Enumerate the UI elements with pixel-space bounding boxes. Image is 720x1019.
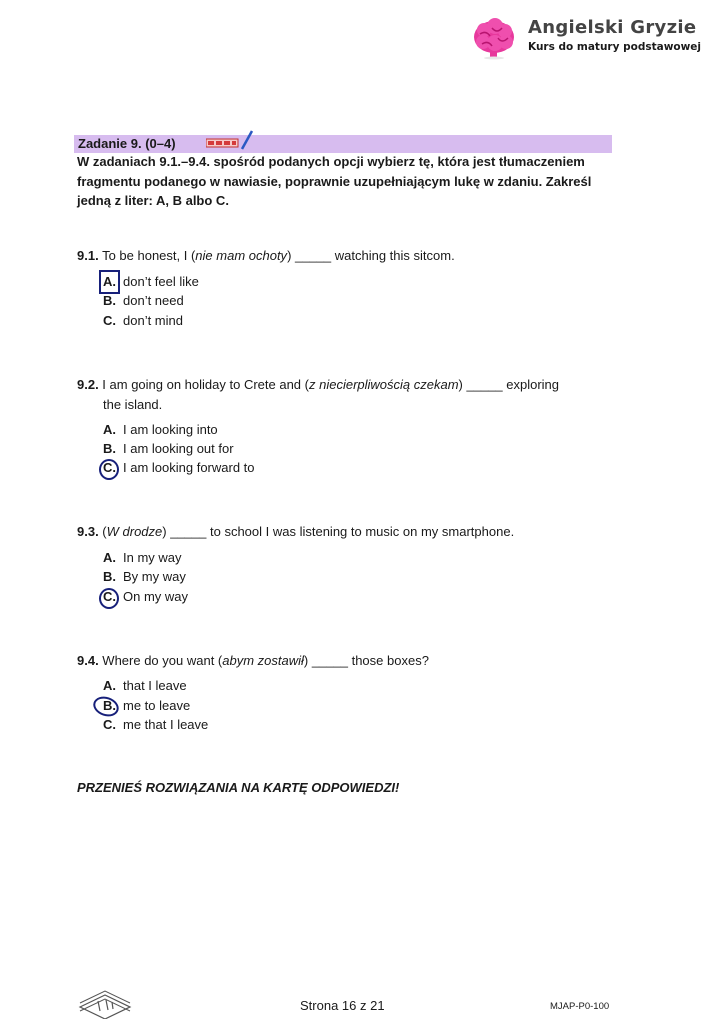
option-text: that I leave xyxy=(123,678,187,693)
task-instruction: W zadaniach 9.1.–9.4. spośród podanych opcji wybierz tę, która jest tłumaczeniem fragmentu podanego w nawiasie, poprawnie uzupełniającym lukę w zdaniu. Zakreśl jedną z liter: A, B albo C. xyxy=(77,154,592,208)
question-text-before: ( xyxy=(98,524,107,539)
question-number: 9.2. xyxy=(77,377,99,392)
option-letter: B. xyxy=(103,293,116,308)
question-number: 9.4. xyxy=(77,653,99,668)
option-letter: A. xyxy=(103,678,116,693)
cke-logo-icon xyxy=(76,989,134,1019)
task-header xyxy=(74,135,612,153)
question-hint: abym zostawił xyxy=(222,653,304,668)
option-9-4-c[interactable] xyxy=(103,715,208,735)
option-9-2-a[interactable] xyxy=(103,420,218,440)
option-letter: B. xyxy=(103,698,116,713)
option-letter: C. xyxy=(103,717,116,732)
option-text: On my way xyxy=(123,589,189,604)
option-9-2-c[interactable] xyxy=(103,458,255,478)
option-text: don’t need xyxy=(123,293,184,308)
question-number: 9.3. xyxy=(77,524,99,539)
question-9-1 xyxy=(77,246,607,266)
task-title: Zadanie 9. (0–4) xyxy=(78,136,176,151)
question-hint: nie mam ochoty xyxy=(195,248,288,263)
option-9-2-b[interactable] xyxy=(103,439,234,459)
question-hint: z niecierpliwością czekam xyxy=(308,377,459,392)
option-letter: B. xyxy=(103,441,116,456)
option-text: me to leave xyxy=(123,698,191,713)
option-9-4-a[interactable] xyxy=(103,676,187,696)
option-text: me that I leave xyxy=(123,717,209,732)
option-text: I am looking into xyxy=(123,422,218,437)
option-9-3-a[interactable] xyxy=(103,548,182,568)
brand-logo xyxy=(472,16,701,60)
option-letter: A. xyxy=(103,422,116,437)
question-text-after: ) _____ exploring xyxy=(458,377,560,392)
question-text-after: ) _____ watching this sitcom. xyxy=(287,248,455,263)
brand-title: Angielski Gryzie xyxy=(528,17,697,38)
question-text-after: ) _____ those boxes? xyxy=(303,653,429,668)
question-9-3 xyxy=(77,522,607,542)
answer-mark-circle xyxy=(99,459,119,480)
option-text: In my way xyxy=(123,550,182,565)
question-text-before: Where do you want ( xyxy=(98,653,223,668)
option-letter: B. xyxy=(103,569,116,584)
option-text: don’t mind xyxy=(123,313,183,328)
option-text: I am looking forward to xyxy=(123,460,255,475)
option-letter: C. xyxy=(103,460,116,475)
transfer-note: PRZENIEŚ ROZWIĄZANIA NA KARTĘ ODPOWIEDZI! xyxy=(77,780,400,795)
brain-icon xyxy=(472,16,516,60)
exam-code: MJAP-P0-100 xyxy=(550,1001,610,1012)
option-letter: C. xyxy=(103,589,116,604)
question-number: 9.1. xyxy=(77,248,99,263)
question-text-after: ) _____ to school I was listening to music on my smartphone. xyxy=(162,524,515,539)
option-text: I am looking out for xyxy=(123,441,234,456)
question-9-2 xyxy=(77,375,607,414)
brand-subtitle: Kurs do matury podstawowej xyxy=(528,41,702,53)
option-9-1-c[interactable] xyxy=(103,311,183,331)
question-text-before: To be honest, I ( xyxy=(98,248,196,263)
question-9-4 xyxy=(77,651,607,671)
option-text: don’t feel like xyxy=(123,274,199,289)
option-9-3-b[interactable] xyxy=(103,567,186,587)
question-text-before: I am going on holiday to Crete and ( xyxy=(98,377,309,392)
page-number: Strona 16 z 21 xyxy=(300,998,385,1013)
option-letter: A. xyxy=(103,274,116,289)
answer-mark-box xyxy=(99,270,120,294)
question-text-continued: the island. xyxy=(103,396,163,412)
option-text: By my way xyxy=(123,569,186,584)
option-letter: A. xyxy=(103,550,116,565)
question-hint: W drodze xyxy=(106,524,163,539)
writing-skill-icon xyxy=(206,129,256,151)
option-letter: C. xyxy=(103,313,116,328)
answer-mark-circle xyxy=(99,588,119,609)
